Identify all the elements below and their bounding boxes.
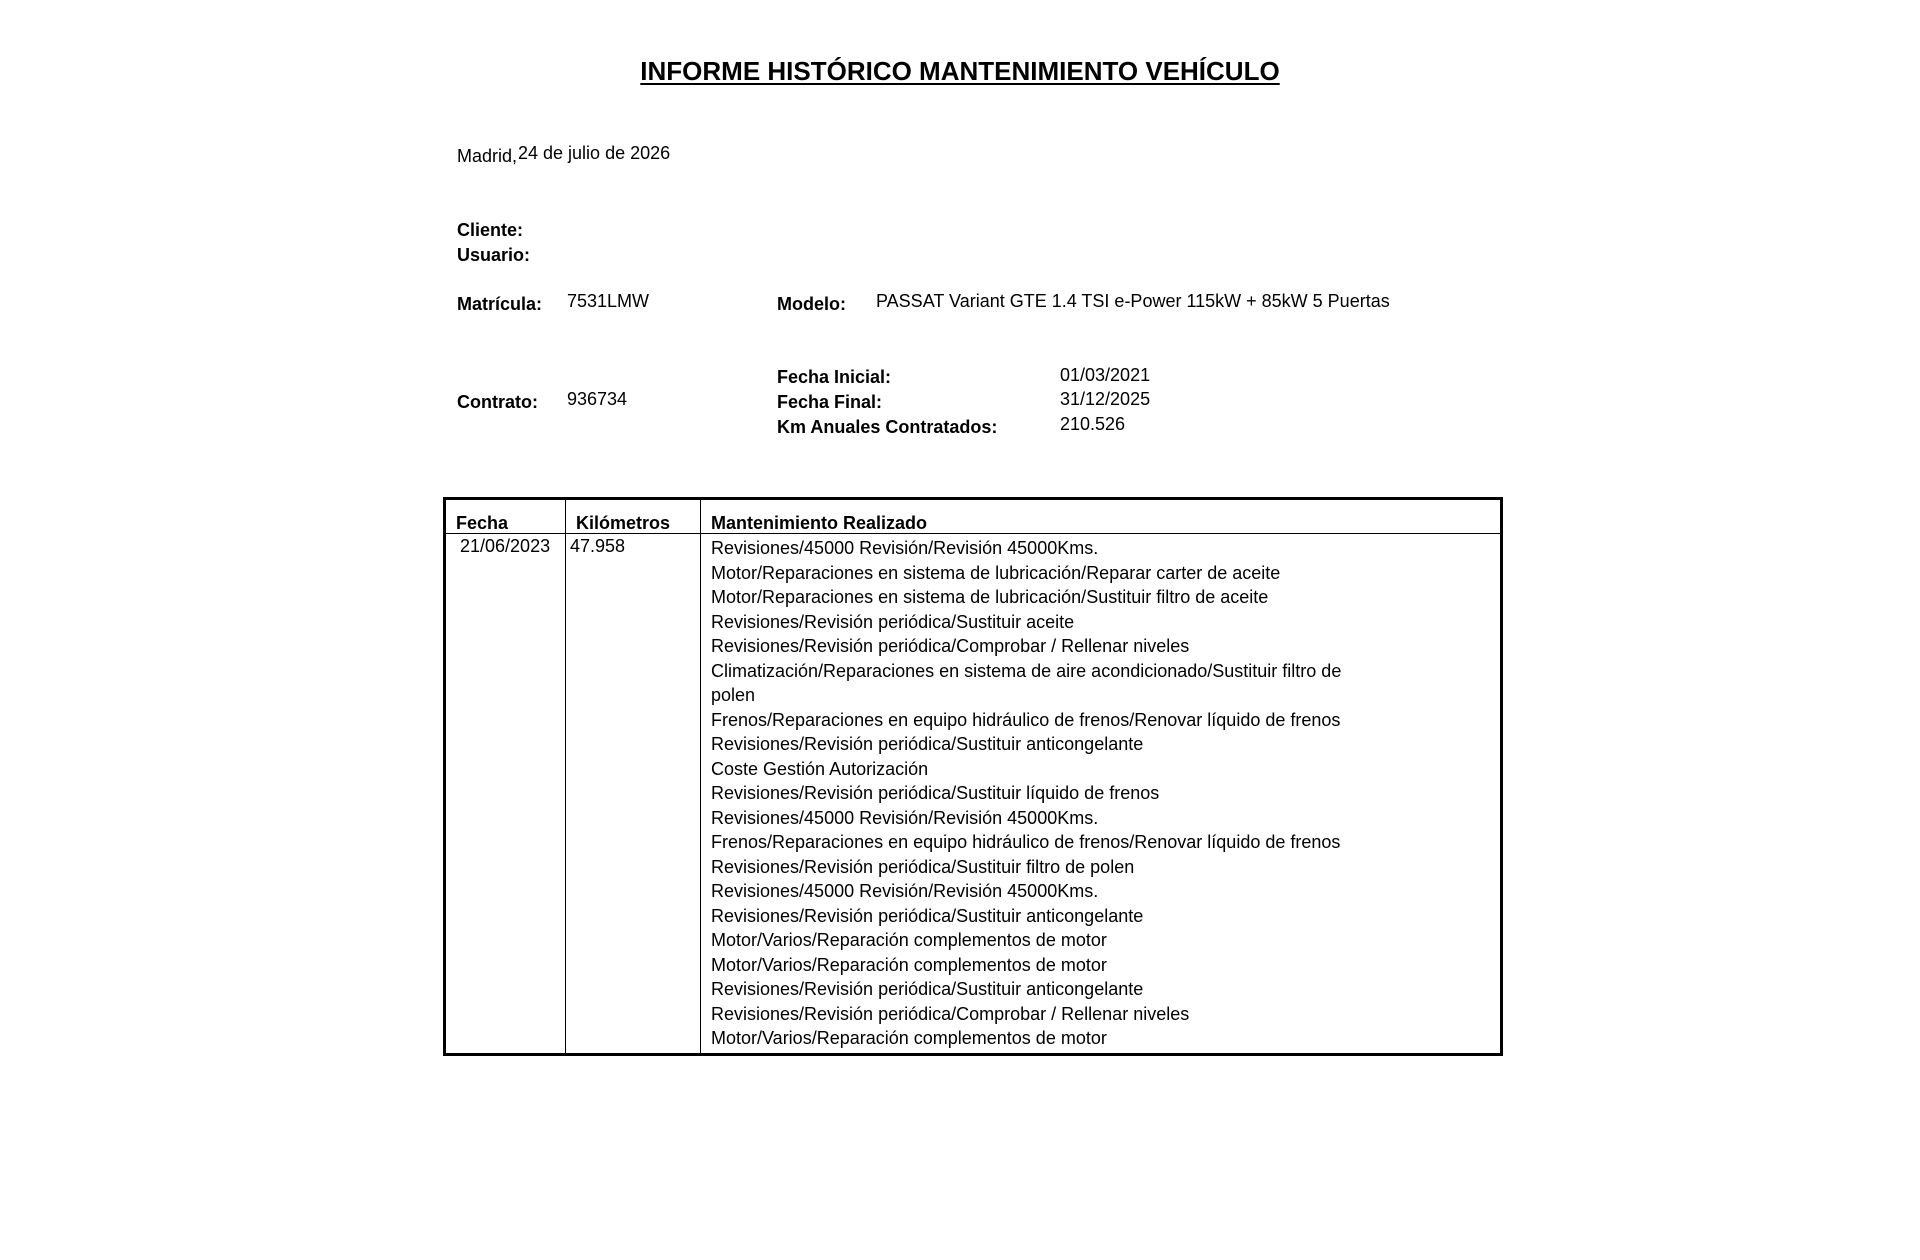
modelo-value: PASSAT Variant GTE 1.4 TSI e-Power 115kW + 85kW 5 Puertas: [876, 291, 1390, 311]
list-item: Frenos/Reparaciones en equipo hidráulico de frenos/Renovar líquido de frenos: [711, 709, 1341, 730]
maintenance-table: [443, 497, 1503, 1056]
matricula-label: Matrícula:: [457, 294, 543, 314]
usuario-label: Usuario:: [457, 245, 531, 265]
list-item: Motor/Varios/Reparación complementos de motor: [711, 930, 1107, 950]
modelo-label: Modelo:: [777, 294, 846, 314]
cliente-label: Cliente:: [457, 220, 524, 240]
list-item: Revisiones/Revisión periódica/Sustituir anticongelante: [711, 905, 1144, 926]
list-item: Revisiones/Revisión periódica/Comprobar / Rellenar niveles: [711, 1003, 1190, 1024]
column-divider: [700, 500, 701, 1053]
contrato-value: 936734: [567, 389, 628, 409]
list-item: Motor/Reparaciones en sistema de lubricación/Reparar carter de aceite: [711, 562, 1281, 583]
list-item: Revisiones/Revisión periódica/Sustituir anticongelante: [711, 734, 1144, 754]
fecha-final-label: Fecha Final:: [777, 392, 883, 412]
matricula-value: 7531LMW: [567, 291, 650, 311]
row-fecha: 21/06/2023: [460, 536, 551, 556]
list-item: polen: [711, 685, 756, 705]
contrato-label: Contrato:: [457, 392, 538, 412]
list-item: Revisiones/Revisión periódica/Sustituir anticongelante: [711, 979, 1144, 999]
list-item: Revisiones/Revisión periódica/Sustituir aceite: [711, 611, 1075, 632]
report-title: INFORME HISTÓRICO MANTENIMIENTO VEHÍCULO: [640, 56, 1280, 86]
fecha-inicial-value: 01/03/2021: [1060, 365, 1151, 385]
km-anuales-value: 210.526: [1060, 414, 1126, 434]
list-item: Revisiones/Revisión periódica/Sustituir filtro de polen: [711, 856, 1135, 877]
km-anuales-label: Km Anuales Contratados:: [777, 417, 998, 437]
fecha-final-value: 31/12/2025: [1060, 389, 1151, 409]
list-item: Revisiones/45000 Revisión/Revisión 45000Kms.: [711, 881, 1099, 901]
list-item: Revisiones/45000 Revisión/Revisión 45000Kms.: [711, 538, 1099, 558]
list-item: Revisiones/Revisión periódica/Sustituir líquido de frenos: [711, 783, 1160, 803]
place-label: Madrid,: [457, 146, 518, 166]
report-date: 24 de julio de 2026: [518, 143, 671, 163]
header-mantenimiento: Mantenimiento Realizado: [711, 513, 928, 533]
header-kilometros: Kilómetros: [576, 513, 671, 533]
maintenance-items-list: [711, 536, 1341, 1051]
list-item: Motor/Reparaciones en sistema de lubricación/Sustituir filtro de aceite: [711, 587, 1269, 607]
list-item: Climatización/Reparaciones en sistema de aire acondicionado/Sustituir filtro de: [711, 660, 1342, 681]
list-item: Coste Gestión Autorización: [711, 758, 929, 779]
row-kilometros: 47.958: [570, 536, 626, 556]
column-divider: [565, 500, 566, 1053]
fecha-inicial-label: Fecha Inicial:: [777, 367, 892, 387]
header-fecha: Fecha: [456, 513, 509, 533]
list-item: Revisiones/45000 Revisión/Revisión 45000Kms.: [711, 807, 1099, 828]
list-item: Revisiones/Revisión periódica/Comprobar / Rellenar niveles: [711, 636, 1190, 656]
list-item: Motor/Varios/Reparación complementos de motor: [711, 1028, 1107, 1048]
list-item: Motor/Varios/Reparación complementos de motor: [711, 954, 1107, 975]
list-item: Frenos/Reparaciones en equipo hidráulico de frenos/Renovar líquido de frenos: [711, 832, 1341, 852]
